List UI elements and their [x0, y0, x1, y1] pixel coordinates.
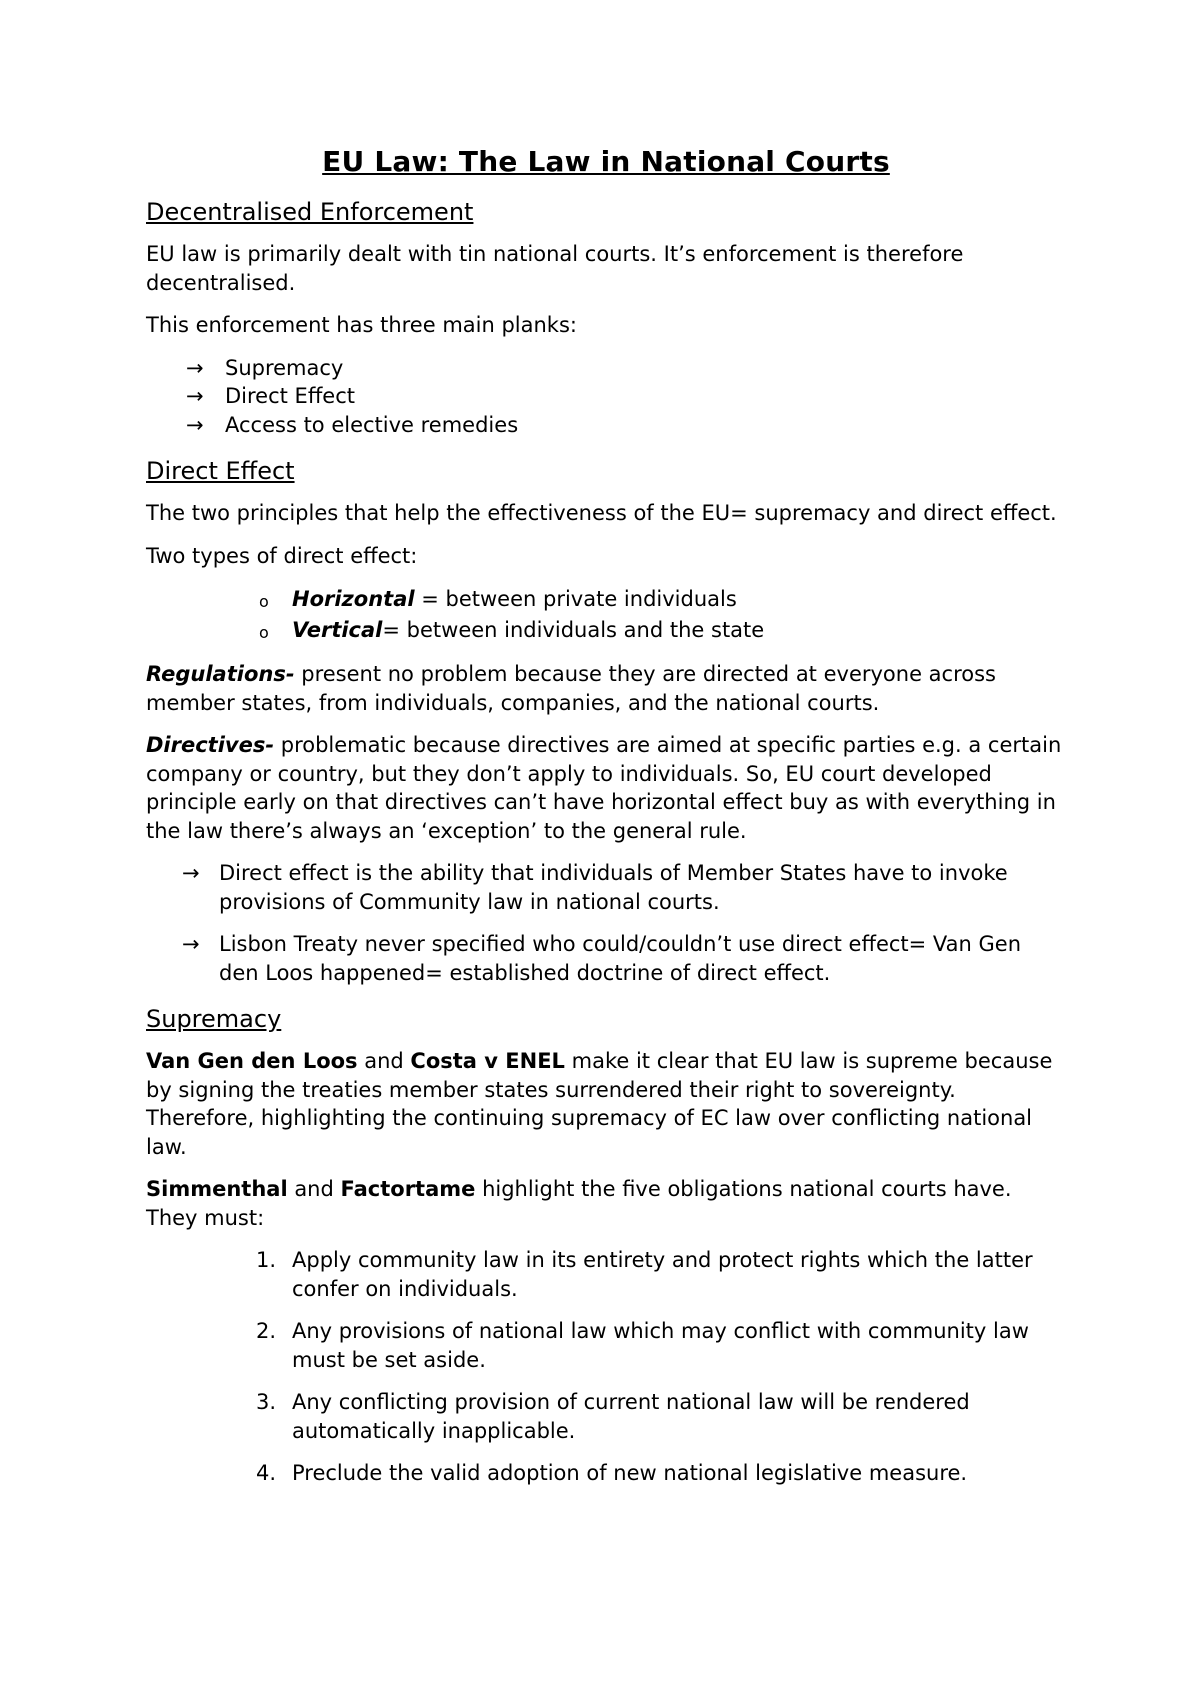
paragraph-obligations-intro [146, 1175, 1066, 1232]
paragraph: This enforcement has three main planks: [146, 313, 577, 337]
bullet-icon: o [259, 592, 269, 611]
list-number: 3. [256, 1390, 277, 1414]
paragraph: EU law is primarily dealt with tin national courts. It’s enforcement is therefore decentralised. [146, 242, 964, 295]
list-item-text: Lisbon Treaty never specified who could/couldn’t use direct effect= Van Gen den Loos happened= established doctrine of direct effect. [219, 932, 1022, 985]
direct-effect-points-list [146, 859, 1066, 987]
paragraph: Two types of direct effect: [146, 543, 418, 568]
direct-effect-types-list [146, 584, 1066, 646]
list-item [146, 411, 1066, 440]
list-item [146, 584, 1066, 615]
bullet-icon: o [259, 623, 269, 642]
list-item-text: Direct Effect [225, 384, 355, 408]
paragraph: The two principles that help the effectiveness of the EU= supremacy and direct effect. [146, 501, 1057, 525]
arrow-icon: → [186, 384, 204, 408]
list-item [146, 615, 1066, 646]
heading-direct-effect: Direct Effect [146, 457, 295, 485]
arrow-icon: → [182, 932, 200, 956]
list-item [146, 1246, 1066, 1303]
list-item-text: Any conflicting provision of current national law will be rendered automatically inapplicable. [292, 1390, 970, 1443]
list-item [146, 1459, 1066, 1488]
paragraph-directives [146, 731, 1066, 845]
list-item-text: Any provisions of national law which may conflict with community law must be set aside. [292, 1319, 1029, 1372]
list-number: 2. [256, 1319, 277, 1343]
list-item-text: Access to elective remedies [225, 412, 519, 437]
paragraph-text: make it clear that EU law is supreme because by signing the treaties member states surrendered their right to sovereignty. Therefore, highlighting the continuing supremacy of EC law over conflicting national law. [146, 1049, 1053, 1159]
list-item-text: Apply community law in its entirety and protect rights which the latter confer on individuals. [292, 1248, 1033, 1301]
list-item [146, 859, 1066, 916]
arrow-icon: → [182, 861, 200, 885]
arrow-icon: → [186, 412, 204, 437]
list-number: 4. [256, 1461, 277, 1485]
heading-decentralised-enforcement: Decentralised Enforcement [146, 198, 474, 226]
case-name: Costa v ENEL [410, 1049, 565, 1073]
case-name: Factortame [340, 1177, 476, 1201]
list-item [146, 1317, 1066, 1374]
list-item-text: Supremacy [225, 355, 344, 380]
document-content [146, 140, 1066, 1502]
term-directives: Directives- [146, 733, 275, 757]
case-name: Simmenthal [146, 1177, 288, 1201]
paragraph-text: highlight the five obligations national courts have. They must: [146, 1177, 1012, 1230]
term-vertical: Vertical [292, 618, 383, 642]
paragraph-text: problematic because directives are aimed at specific parties e.g. a certain company or country, but they don’t apply to individuals. So, EU court developed principle early on that directives can’t have horizontal effect buy as with everything in the law there’s always an ‘exception’ to the general rule. [146, 733, 1062, 843]
conjunction: and [287, 1177, 341, 1201]
term-definition: = between private individuals [414, 587, 737, 611]
term-horizontal: Horizontal [292, 587, 415, 611]
list-item-text: Direct effect is the ability that individuals of Member States have to invoke provisions of Community law in national courts. [219, 861, 1008, 914]
conjunction: and [357, 1049, 411, 1073]
paragraph-supremacy-cases [146, 1047, 1066, 1161]
case-name: Van Gen den Loos [146, 1049, 358, 1073]
term-regulations: Regulations- [146, 662, 295, 686]
list-number: 1. [256, 1248, 277, 1272]
paragraph-text: present no problem because they are directed at everyone across member states, from individuals, companies, and the national courts. [146, 662, 996, 715]
term-definition: = between individuals and the state [382, 618, 765, 642]
heading-supremacy: Supremacy [146, 1005, 282, 1033]
list-item [146, 1388, 1066, 1445]
list-item-text: Preclude the valid adoption of new national legislative measure. [292, 1461, 968, 1485]
paragraph-regulations [146, 660, 1066, 717]
document-title: EU Law: The Law in National Courts [322, 145, 890, 178]
planks-list [146, 354, 1066, 440]
list-item [146, 354, 1066, 383]
list-item [146, 930, 1066, 987]
list-item [146, 382, 1066, 411]
arrow-icon: → [186, 355, 204, 380]
obligations-list [146, 1246, 1066, 1488]
